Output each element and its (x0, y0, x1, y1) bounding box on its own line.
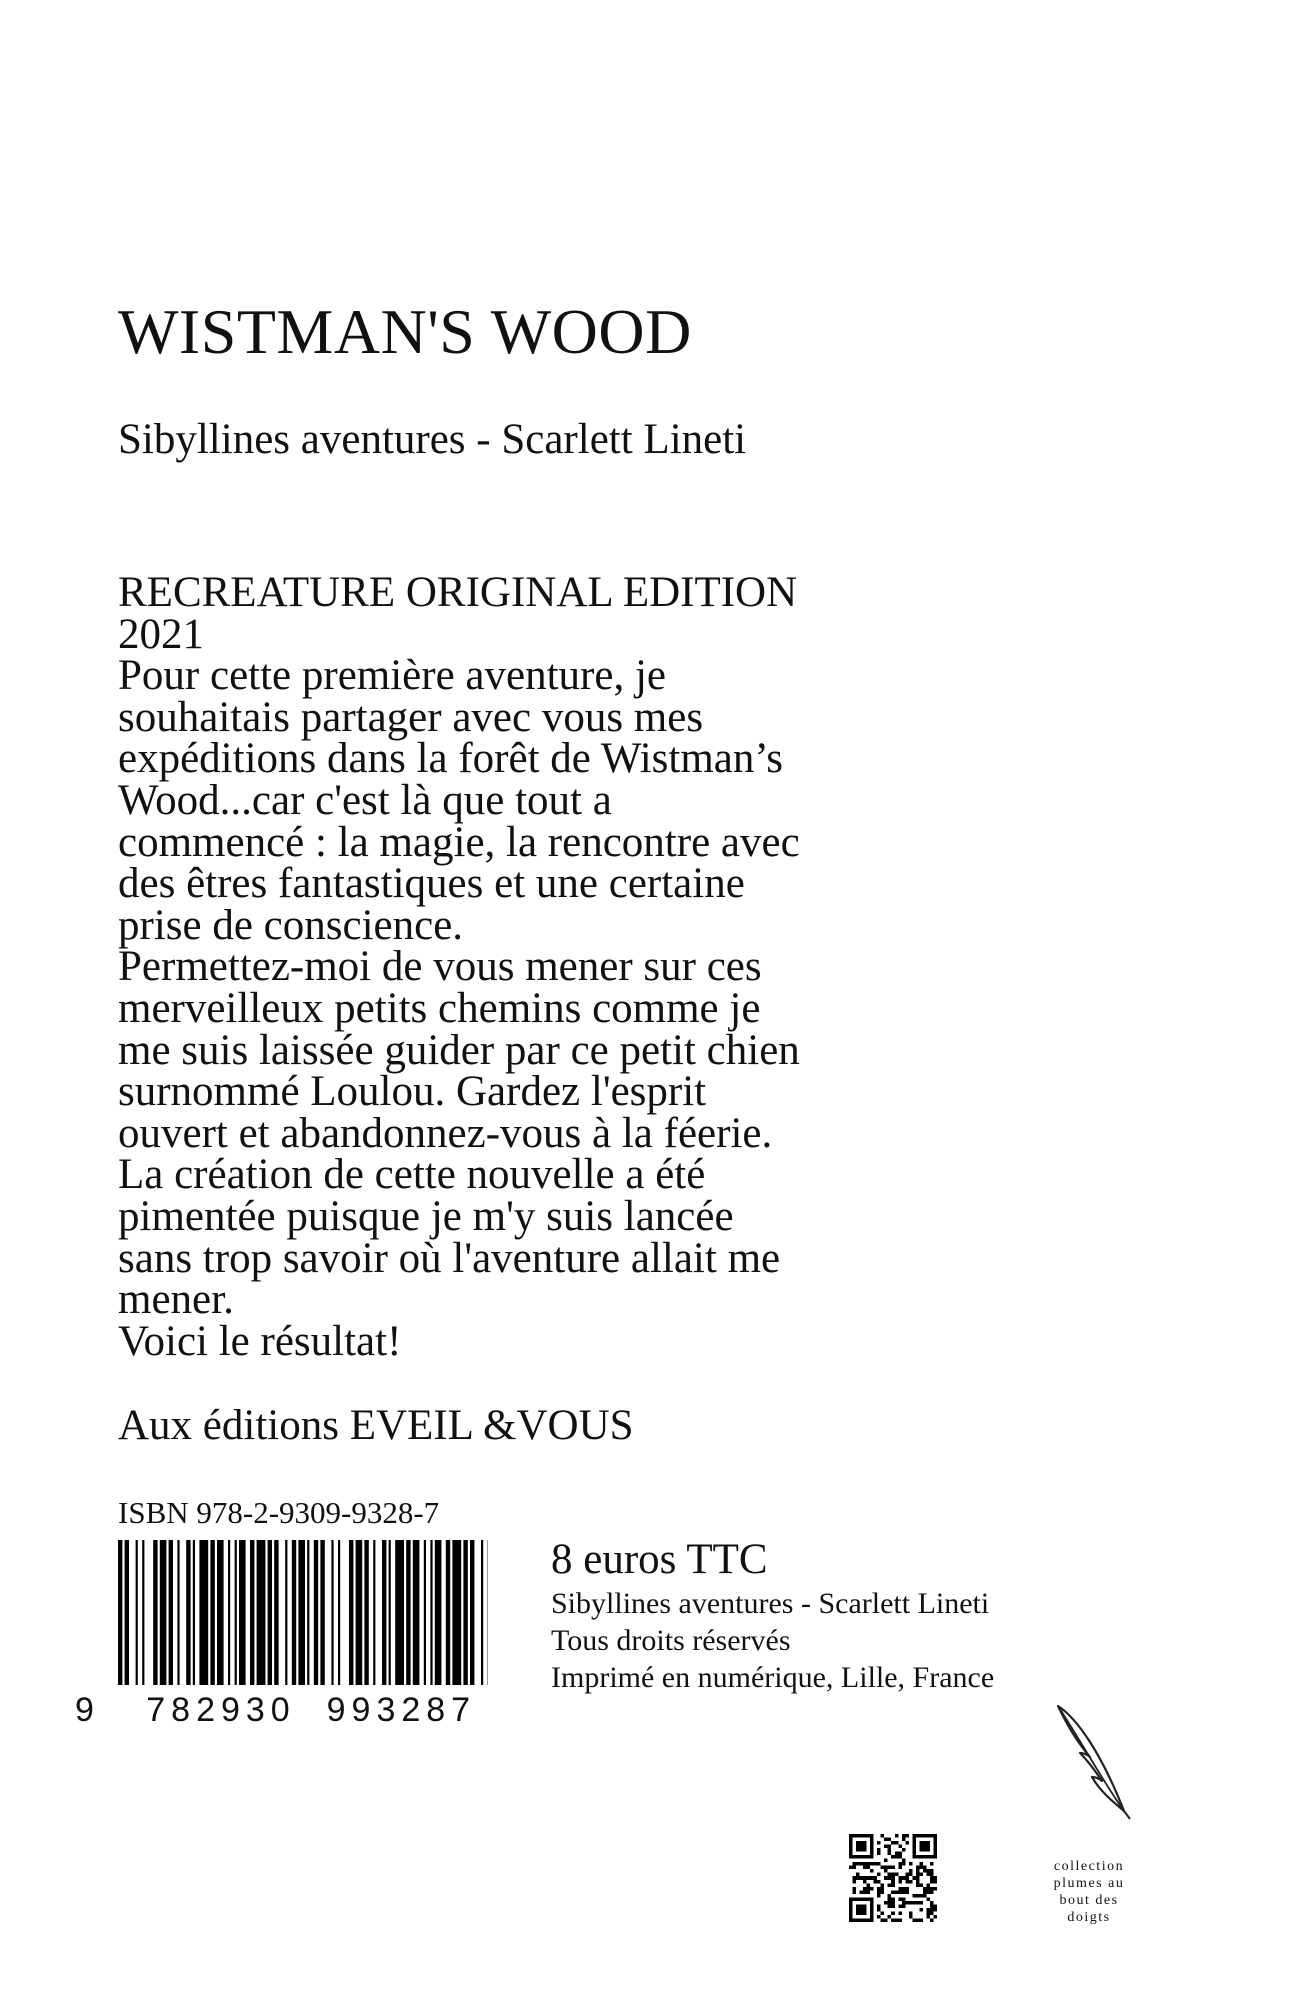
blurb-line: Permettez-moi de vous mener sur ces (118, 943, 762, 991)
blurb-line: mener. (118, 1276, 234, 1324)
blurb-line: sans trop savoir où l'aventure allait me (118, 1234, 781, 1282)
back-cover-blurb (118, 569, 1018, 1365)
blurb-line: Voici le résultat! (118, 1317, 402, 1365)
collection-logo-text (1030, 1858, 1148, 1926)
printing-notice: Imprimé en numérique, Lille, France (551, 1661, 995, 1694)
blurb-line: RECREATURE ORIGINAL EDITION (118, 569, 798, 616)
book-subtitle: Sibyllines aventures - Scarlett Lineti (118, 416, 747, 463)
barcode-right-group: 993287 (326, 1691, 477, 1729)
barcode-digits (75, 1690, 495, 1730)
barcode-first-digit: 9 (75, 1691, 100, 1729)
price-info-block (551, 1535, 994, 1696)
collection-line: doigts (1067, 1910, 1111, 1925)
blurb-line: me suis laissée guider par ce petit chien (118, 1026, 800, 1074)
qr-code-icon (849, 1834, 937, 1922)
collection-line: plumes au (1053, 1876, 1125, 1891)
blurb-line: prise de conscience. (118, 901, 464, 949)
isbn-label: ISBN 978-2-9309-9328-7 (118, 1495, 440, 1530)
feather-icon (1052, 1703, 1132, 1823)
blurb-line: ouvert et abandonnez-vous à la féerie. (118, 1109, 773, 1157)
rights-notice: Tous droits réservés (551, 1624, 791, 1657)
blurb-line: des êtres fantastiques et une certaine (118, 860, 745, 908)
blurb-line: souhaitais partager avec vous mes (118, 693, 704, 741)
book-title: WISTMAN'S WOOD (118, 296, 692, 367)
blurb-line: commencé : la magie, la rencontre avec (118, 818, 800, 866)
blurb-line: surnommé Loulou. Gardez l'esprit (118, 1068, 707, 1116)
series-author: Sibyllines aventures - Scarlett Lineti (551, 1587, 990, 1620)
blurb-line: 2021 (118, 610, 204, 658)
blurb-line: expéditions dans la forêt de Wistman’s (118, 735, 784, 783)
barcode-left-group: 782930 (146, 1691, 296, 1729)
publisher-line: Aux éditions EVEIL &VOUS (118, 1402, 634, 1449)
blurb-line: pimentée puisque je m'y suis lancée (118, 1192, 734, 1240)
blurb-line: La création de cette nouvelle a été (118, 1151, 706, 1199)
collection-line: bout des (1059, 1893, 1119, 1908)
blurb-line: Wood...car c'est là que tout a (118, 776, 612, 824)
price: 8 euros TTC (551, 1536, 768, 1583)
collection-line: collection (1053, 1859, 1125, 1874)
blurb-line: Pour cette première aventure, je (118, 652, 666, 700)
barcode (118, 1540, 488, 1685)
blurb-line: merveilleux petits chemins comme je (118, 984, 761, 1032)
